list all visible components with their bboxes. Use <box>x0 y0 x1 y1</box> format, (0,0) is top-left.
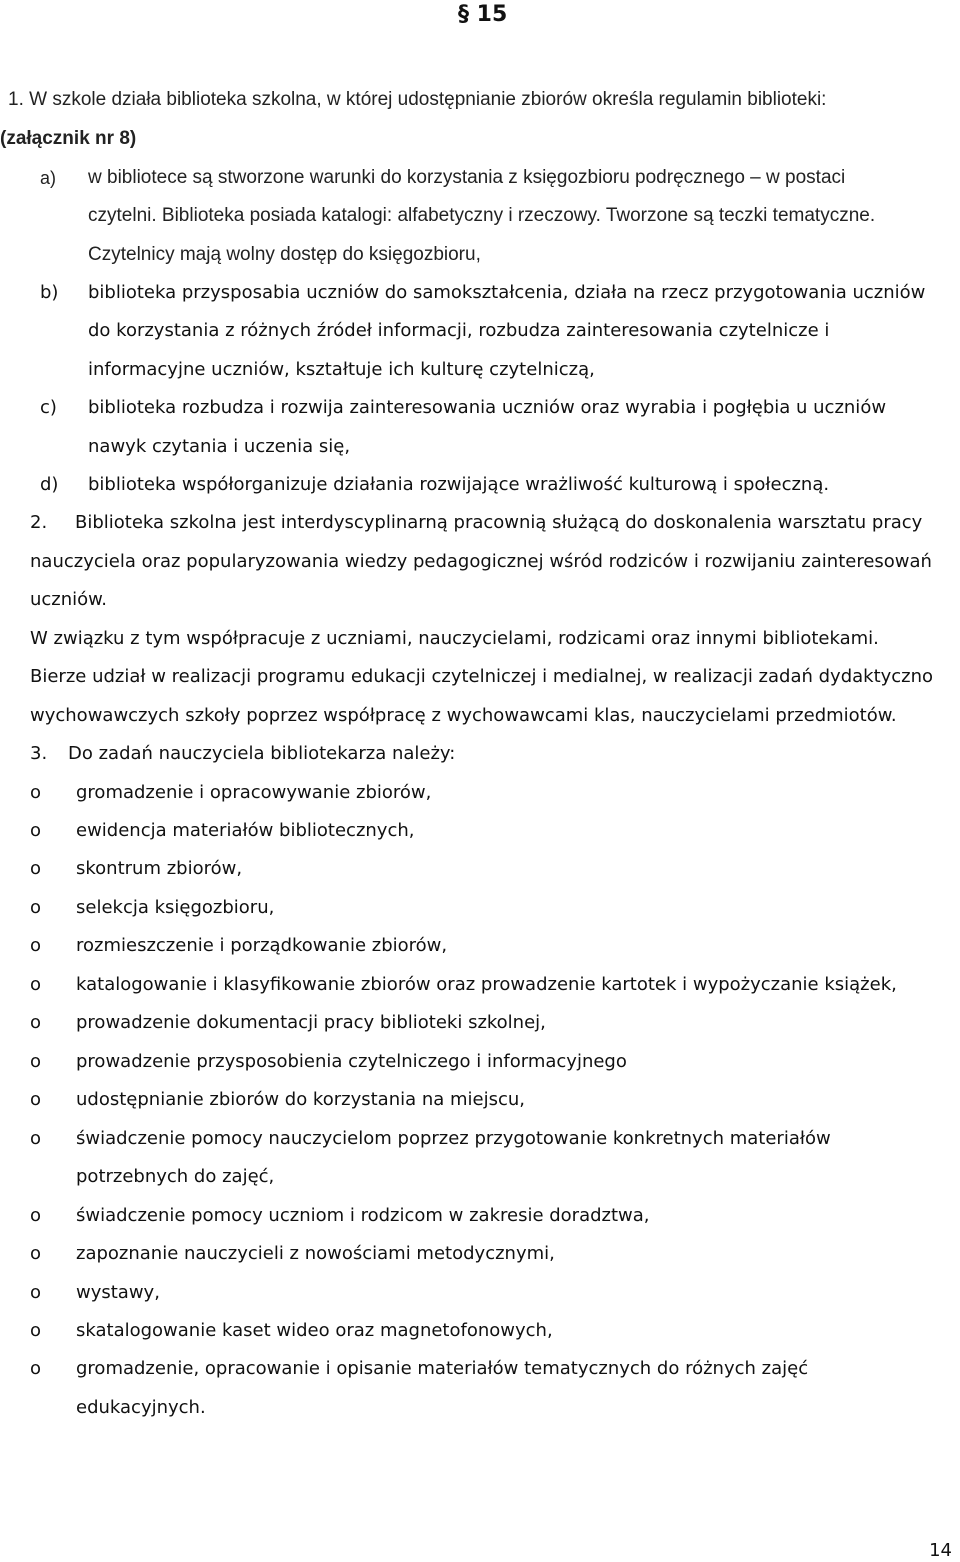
task-item: skatalogowanie kaset wideo oraz magnetofonowych, <box>76 1320 553 1341</box>
task-item: świadczenie pomocy uczniom i rodzicom w zakresie doradztwa, <box>76 1205 650 1226</box>
point1-line1: 1. W szkole działa biblioteka szkolna, w której udostępnianie zbiorów określa regulamin biblioteki: <box>8 89 827 110</box>
bullet-marker: o <box>30 1282 42 1303</box>
task-item: selekcja księgozbioru, <box>76 897 275 918</box>
task-item: wystawy, <box>76 1282 160 1303</box>
point1-a-line3: Czytelnicy mają wolny dostęp do księgozbioru, <box>88 244 481 265</box>
task-item: rozmieszczenie i porządkowanie zbiorów, <box>76 935 448 956</box>
task-item: udostępnianie zbiorów do korzystania na miejscu, <box>76 1089 526 1110</box>
point1-a-line1: w bibliotece są stworzone warunki do korzystania z księgozbioru podręcznego – w postaci <box>88 167 846 188</box>
bullet-marker: o <box>30 1205 42 1226</box>
task-item: ewidencja materiałów bibliotecznych, <box>76 820 415 841</box>
bullet-marker: o <box>30 782 42 803</box>
task-item: gromadzenie i opracowywanie zbiorów, <box>76 782 432 803</box>
bullet-marker: o <box>30 974 42 995</box>
bullet-marker: o <box>30 1243 42 1264</box>
list-marker-b: b) <box>40 282 59 303</box>
point1-b-line1: biblioteka przysposabia uczniów do samokształcenia, działa na rzecz przygotowania uczniów <box>88 282 926 303</box>
task-item: katalogowanie i klasyfikowanie zbiorów oraz prowadzenie kartotek i wypożyczanie książek, <box>76 974 897 995</box>
point2-line5: Bierze udział w realizacji programu edukacji czytelniczej i medialnej, w realizacji zadań dydaktyczno <box>30 666 934 687</box>
task-item: zapoznanie nauczycieli z nowościami metodycznymi, <box>76 1243 555 1264</box>
point3-marker: 3. <box>30 743 48 764</box>
list-marker-a: a) <box>40 168 57 188</box>
point2-line6: wychowawczych szkoły poprzez współpracę z wychowawcami klas, nauczycielami przedmiotów. <box>30 705 897 726</box>
point2-line1: Biblioteka szkolna jest interdyscyplinarną pracownią służącą do doskonalenia warsztatu pracy <box>75 512 923 533</box>
task-item-continuation: edukacyjnych. <box>76 1397 206 1418</box>
bullet-marker: o <box>30 897 42 918</box>
list-marker-d: d) <box>40 474 59 495</box>
point1-line2: (załącznik nr 8) <box>0 128 137 149</box>
bullet-marker: o <box>30 1358 42 1379</box>
task-item: świadczenie pomocy nauczycielom poprzez przygotowanie konkretnych materiałów <box>76 1128 831 1149</box>
point3-intro: Do zadań nauczyciela bibliotekarza należy: <box>68 743 456 764</box>
bullet-marker: o <box>30 1051 42 1072</box>
point1-b-line3: informacyjne uczniów, kształtuje ich kulturę czytelniczą, <box>88 359 595 380</box>
bullet-marker: o <box>30 820 42 841</box>
point2-line2: nauczyciela oraz popularyzowania wiedzy pedagogicznej wśród rodziców i rozwijaniu zainteresowań <box>30 551 932 572</box>
bullet-marker: o <box>30 1012 42 1033</box>
section-heading: § 15 <box>458 2 508 27</box>
task-item: prowadzenie dokumentacji pracy biblioteki szkolnej, <box>76 1012 546 1033</box>
point1-a-line2: czytelni. Biblioteka posiada katalogi: alfabetyczny i rzeczowy. Tworzone są teczki tematyczne. <box>88 205 876 226</box>
point2-marker: 2. <box>30 512 48 533</box>
page-number: 14 <box>929 1540 952 1561</box>
bullet-marker: o <box>30 1089 42 1110</box>
point1-c-line1: biblioteka rozbudza i rozwija zainteresowania uczniów oraz wyrabia i pogłębia u uczniów <box>88 397 887 418</box>
task-item: gromadzenie, opracowanie i opisanie materiałów tematycznych do różnych zajęć <box>76 1358 809 1379</box>
list-marker-c: c) <box>40 397 57 418</box>
task-item-continuation: potrzebnych do zajęć, <box>76 1166 275 1187</box>
bullet-marker: o <box>30 1128 42 1149</box>
point2-line4: W związku z tym współpracuje z uczniami, nauczycielami, rodzicami oraz innymi bibliotekami. <box>30 628 879 649</box>
bullet-marker: o <box>30 935 42 956</box>
point2-line3: uczniów. <box>30 589 107 610</box>
task-item: prowadzenie przysposobienia czytelniczego i informacyjnego <box>76 1051 627 1072</box>
point1-c-line2: nawyk czytania i uczenia się, <box>88 436 351 457</box>
bullet-marker: o <box>30 1320 42 1341</box>
point1-d-line1: biblioteka współorganizuje działania rozwijające wrażliwość kulturową i społeczną. <box>88 474 830 495</box>
task-item: skontrum zbiorów, <box>76 858 243 879</box>
point1-b-line2: do korzystania z różnych źródeł informacji, rozbudza zainteresowania czytelnicze i <box>88 320 830 341</box>
bullet-marker: o <box>30 858 42 879</box>
